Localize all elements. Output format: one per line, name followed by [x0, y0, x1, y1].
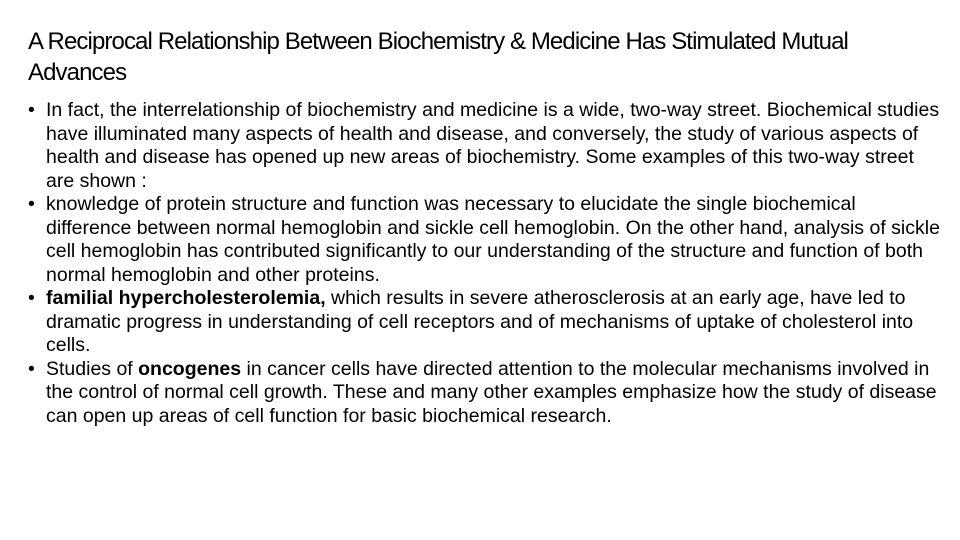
bullet-mark: •	[28, 287, 35, 309]
bullet-text	[46, 287, 913, 356]
bullet-text	[46, 358, 937, 427]
bullet-mark: •	[28, 193, 35, 215]
bullet-item-1	[28, 99, 940, 193]
bullet-item-2	[28, 193, 940, 287]
bullet-mark: •	[28, 357, 35, 380]
bullet-mark: •	[28, 99, 35, 121]
bullet-text-pre: Studies of	[46, 357, 139, 380]
bullet-list	[28, 99, 940, 428]
slide-title: A Reciprocal Relationship Between Biochemistry & Medicine Has Stimulated Mutual Advances	[28, 28, 848, 86]
bullet-text	[46, 99, 939, 192]
bullet-text-post: which results in severe atherosclerosis at an early age, have led to dramatic progress in understanding of cell receptors and of mechanisms of uptake of cholesterol into cells.	[46, 287, 914, 356]
bullet-text	[46, 193, 940, 286]
bullet-text-bold: familial hypercholesterolemia,	[46, 287, 326, 309]
bullet-item-4	[28, 358, 940, 429]
bullet-text-bold: oncogenes	[138, 357, 242, 380]
bullet-text-pre: knowledge of protein structure and function was necessary to elucidate the single biochemical difference between normal hemoglobin and sickle cell hemoglobin. On the other hand, analysis of sickle cell hemoglobin has contributed significantly to our understanding of the structure and function of both normal hemoglobin and other proteins.	[46, 193, 940, 286]
bullet-item-3	[28, 287, 940, 358]
bullet-text-pre: In fact, the interrelationship of biochemistry and medicine is a wide, two-way street. Biochemical studies have illuminated many aspects of health and disease, and conversely, the study of various aspects of health and disease has opened up new areas of biochemistry. Some examples of this two-way street are shown :	[46, 99, 940, 192]
bullet-text-post: in cancer cells have directed attention to the molecular mechanisms involved in the control of normal cell growth. These and many other examples emphasize how the study of disease can open up areas of cell function for basic biochemical research.	[46, 357, 937, 427]
